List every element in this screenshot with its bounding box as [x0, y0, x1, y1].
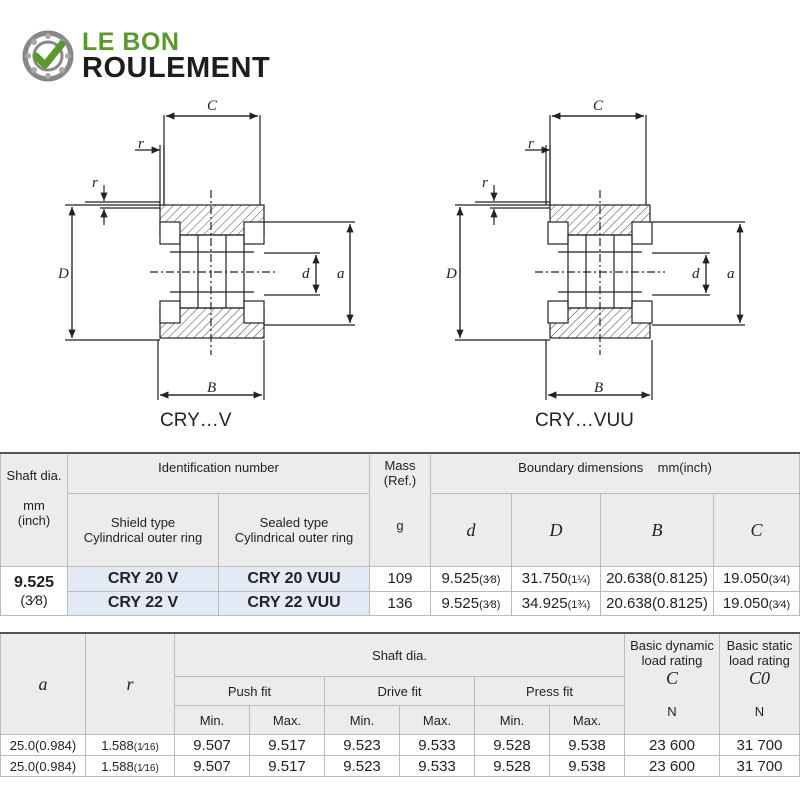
- row2-C: 23 600: [625, 756, 720, 777]
- logo-line2: ROULEMENT: [82, 52, 271, 84]
- drawing-cry-v: [65, 115, 355, 400]
- row1-a: 25.0(0.984): [1, 735, 86, 756]
- row1-C: 19.050(3⁄4): [714, 567, 800, 592]
- dim-r-right: r: [528, 136, 534, 152]
- row2-D: 34.925(1¾): [512, 591, 601, 616]
- dim-D-left: D: [58, 266, 69, 282]
- bearing-check-icon: [22, 30, 74, 82]
- dim-d-left: d: [302, 266, 310, 282]
- dim-r-left: r: [138, 136, 144, 152]
- logo-line1: LE BON: [82, 28, 180, 56]
- row2-r: 1.588(1⁄16): [86, 756, 175, 777]
- row2-C: 19.050(3⁄4): [714, 591, 800, 616]
- row1-push-max: 9.517: [250, 735, 325, 756]
- row1-push-min: 9.507: [175, 735, 250, 756]
- row2-d: 9.525(3⁄8): [431, 591, 512, 616]
- th-D: D: [512, 494, 601, 567]
- dim-r2-left: r: [92, 175, 98, 191]
- th-d: d: [431, 494, 512, 567]
- th-drive: Drive fit: [325, 677, 475, 706]
- caption-cry-v: CRY…V: [160, 410, 232, 431]
- th-shaft-dia2: Shaft dia.: [175, 633, 625, 677]
- row1-drive-min: 9.523: [325, 735, 400, 756]
- row2-press-max: 9.538: [550, 756, 625, 777]
- th-C: C: [714, 494, 800, 567]
- dim-r2-right: r: [482, 175, 488, 191]
- th-mass: Mass (Ref.) g: [370, 453, 431, 567]
- row1-drive-max: 9.533: [400, 735, 475, 756]
- row1-press-min: 9.528: [475, 735, 550, 756]
- th-drive-max: Max.: [400, 706, 475, 735]
- row1-mass: 109: [370, 567, 431, 592]
- row1-shield: CRY 20 V: [68, 567, 219, 592]
- row2-push-max: 9.517: [250, 756, 325, 777]
- dim-C-left: C: [207, 98, 218, 114]
- dim-B-right: B: [594, 380, 604, 396]
- fit-load-table: [0, 632, 800, 777]
- row1-d: 9.525(3⁄8): [431, 567, 512, 592]
- th-boundary: Boundary dimensions mm(inch): [431, 453, 800, 494]
- th-press-max: Max.: [550, 706, 625, 735]
- th-press: Press fit: [475, 677, 625, 706]
- th-shield: Shield type Cylindrical outer ring: [68, 494, 219, 567]
- row2-mass: 136: [370, 591, 431, 616]
- row1-B: 20.638(0.8125): [601, 567, 714, 592]
- row1-press-max: 9.538: [550, 735, 625, 756]
- row1-C: 23 600: [625, 735, 720, 756]
- row2-push-min: 9.507: [175, 756, 250, 777]
- row2-drive-max: 9.533: [400, 756, 475, 777]
- th-a: a: [1, 633, 86, 735]
- row1-r: 1.588(1⁄16): [86, 735, 175, 756]
- row2-drive-min: 9.523: [325, 756, 400, 777]
- dim-D-right: D: [446, 266, 457, 282]
- th-push-max: Max.: [250, 706, 325, 735]
- row1-D: 31.750(1¼): [512, 567, 601, 592]
- th-shaft-dia: Shaft dia. mm (inch): [1, 453, 68, 567]
- bearing-drawings: [0, 90, 800, 450]
- th-sealed: Sealed type Cylindrical outer ring: [219, 494, 370, 567]
- shaft-value: 9.525 (3⁄8): [1, 567, 68, 616]
- dim-d-right: d: [692, 266, 700, 282]
- identification-table: [0, 452, 800, 616]
- row2-C0: 31 700: [720, 756, 800, 777]
- row1-sealed: CRY 20 VUU: [219, 567, 370, 592]
- th-r: r: [86, 633, 175, 735]
- row1-C0: 31 700: [720, 735, 800, 756]
- caption-cry-vuu: CRY…VUU: [535, 410, 634, 431]
- row2-shield: CRY 22 V: [68, 591, 219, 616]
- th-B: B: [601, 494, 714, 567]
- drawing-cry-vuu: [455, 115, 745, 400]
- row2-sealed: CRY 22 VUU: [219, 591, 370, 616]
- th-push: Push fit: [175, 677, 325, 706]
- row2-B: 20.638(0.8125): [601, 591, 714, 616]
- th-push-min: Min.: [175, 706, 250, 735]
- th-dynamic: Basic dynamic load rating C N: [625, 633, 720, 735]
- th-press-min: Min.: [475, 706, 550, 735]
- brand-logo: [22, 26, 302, 86]
- row2-a: 25.0(0.984): [1, 756, 86, 777]
- th-drive-min: Min.: [325, 706, 400, 735]
- dim-a-right: a: [727, 266, 735, 282]
- th-static: Basic static load rating C0 N: [720, 633, 800, 735]
- th-ident: Identification number: [68, 453, 370, 494]
- dim-C-right: C: [593, 98, 604, 114]
- dim-B-left: B: [207, 380, 217, 396]
- row2-press-min: 9.528: [475, 756, 550, 777]
- dim-a-left: a: [337, 266, 345, 282]
